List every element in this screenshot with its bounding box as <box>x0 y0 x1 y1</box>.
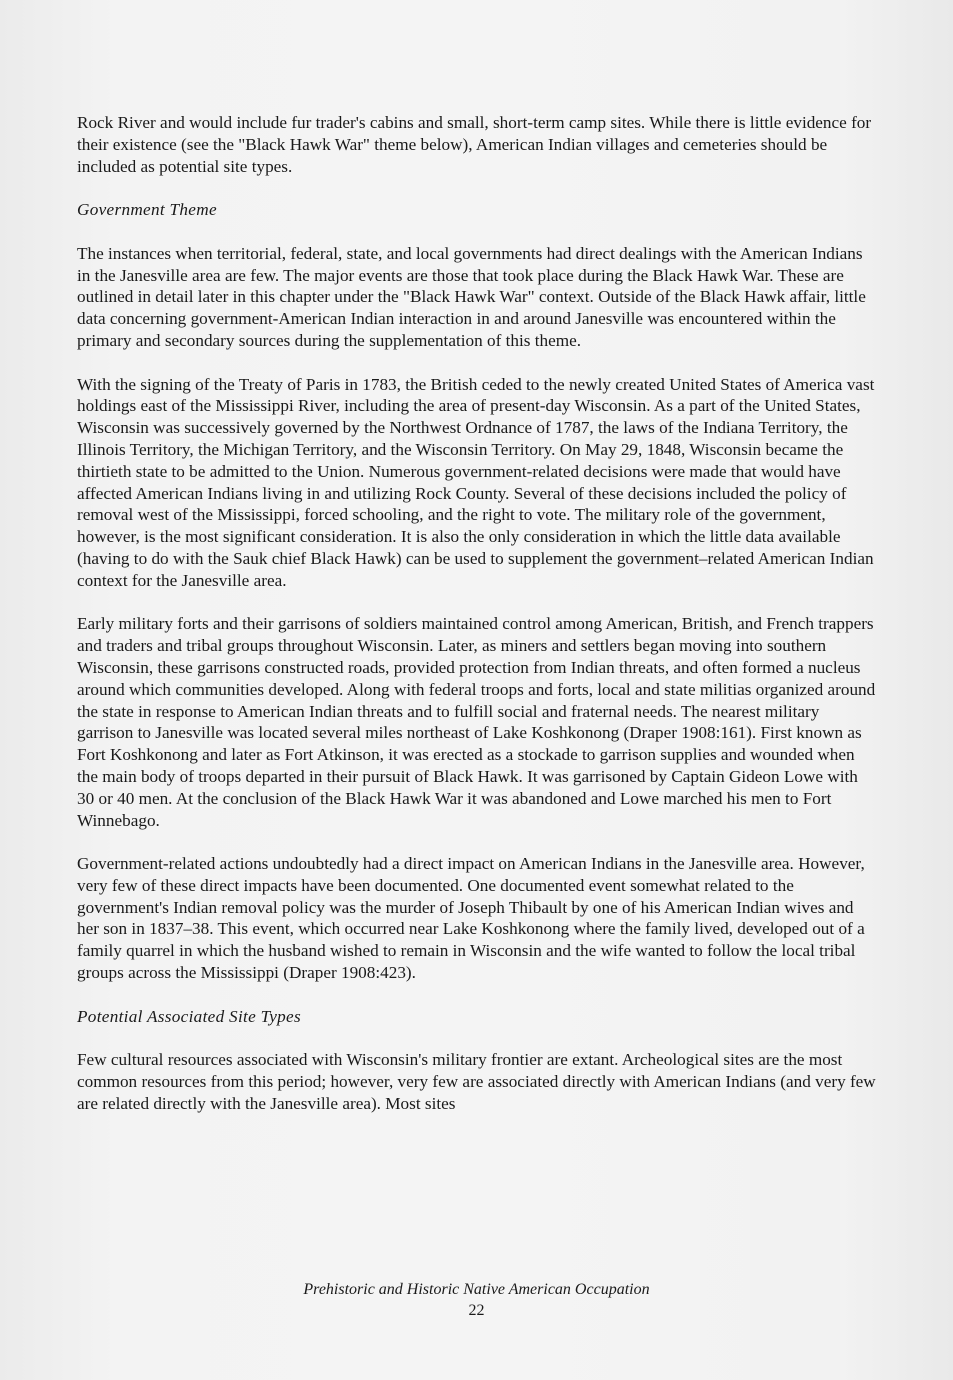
footer-title: Prehistoric and Historic Native American Occupation <box>303 1281 650 1298</box>
paragraph: The instances when territorial, federal, state, and local governments had direct dealings with the American Indians in the Janesville area are few. The major events are those that took place during the Black Hawk War. These are outlined in detail later in this chapter under the "Black Hawk War" context. Outside of the Black Hawk affair, little data concerning government-American Indian interaction in and around Janesville was encountered within the primary and secondary sources during the supplementation of this theme. <box>77 243 866 350</box>
paragraph: Few cultural resources associated with Wisconsin's military frontier are extant. Archeological sites are the most common resources from this period; however, very few are associated directly with American Indians (and very few are related directly with the Janesville area). Most sites <box>77 1050 876 1113</box>
paragraph: Government-related actions undoubtedly had a direct impact on American Indians in the Janesville area. However, very few of these direct impacts have been documented. One documented event somewhat related to the government's Indian removal policy was the murder of Joseph Thibault by one of his American Indian wives and her son in 1837–38. This event, which occurred near Lake Koshkonong where the family lived, developed out of a family quarrel in which the husband wished to remain in Wisconsin and the wife wanted to follow the local tribal groups across the Mississippi (Draper 1908:423). <box>77 854 865 983</box>
page-number: 22 <box>468 1302 485 1319</box>
section-heading: Potential Associated Site Types <box>77 1006 301 1026</box>
paragraph: Early military forts and their garrisons of soldiers maintained control among American, British, and French trappers and traders and tribal groups throughout Wisconsin. Later, as miners and settlers began moving into southern Wisconsin, these garrisons constructed roads, provided protection from Indian threats, and often formed a nucleus around which communities developed. Along with federal troops and forts, local and state militias organized around the state in response to American Indian threats and to fulfill social and fraternal needs. The nearest military garrison to Janesville was located several miles northeast of Lake Koshkonong (Draper 1908:161). First known as Fort Koshkonong and later as Fort Atkinson, it was erected as a stockade to garrison supplies and wounded when the main body of troops departed in their pursuit of Black Hawk. It was garrisoned by Captain Gideon Lowe with 30 or 40 men. At the conclusion of the Black Hawk War it was abandoned and Lowe marched his men to Fort Winnebago. <box>77 614 876 830</box>
paragraph: With the signing of the Treaty of Paris in 1783, the British ceded to the newly created United States of America vast holdings east of the Mississippi River, including the area of present-day Wisconsin. As a part of the United States, Wisconsin was successively governed by the Northwest Ordnance of 1787, the laws of the Indiana Territory, the Illinois Territory, the Michigan Territory, and the Wisconsin Territory. On May 29, 1848, Wisconsin became the thirtieth state to be admitted to the Union. Numerous government-related decisions were made that would have affected American Indians living in and utilizing Rock County. Several of these decisions included the policy of removal west of the Mississippi, forced schooling, and the right to vote. The military role of the government, however, is the most significant consideration. It is also the only consideration in which the little data available (having to do with the Sauk chief Black Hawk) can be used to supplement the government–related American Indian context for the Janesville area. <box>77 374 875 590</box>
document-body <box>77 112 879 1136</box>
paragraph: Rock River and would include fur trader's cabins and small, short-term camp sites. While there is little evidence for their existence (see the "Black Hawk War" theme below), American Indian villages and cemeteries should be included as potential site types. <box>77 113 872 176</box>
section-heading: Government Theme <box>77 200 217 220</box>
